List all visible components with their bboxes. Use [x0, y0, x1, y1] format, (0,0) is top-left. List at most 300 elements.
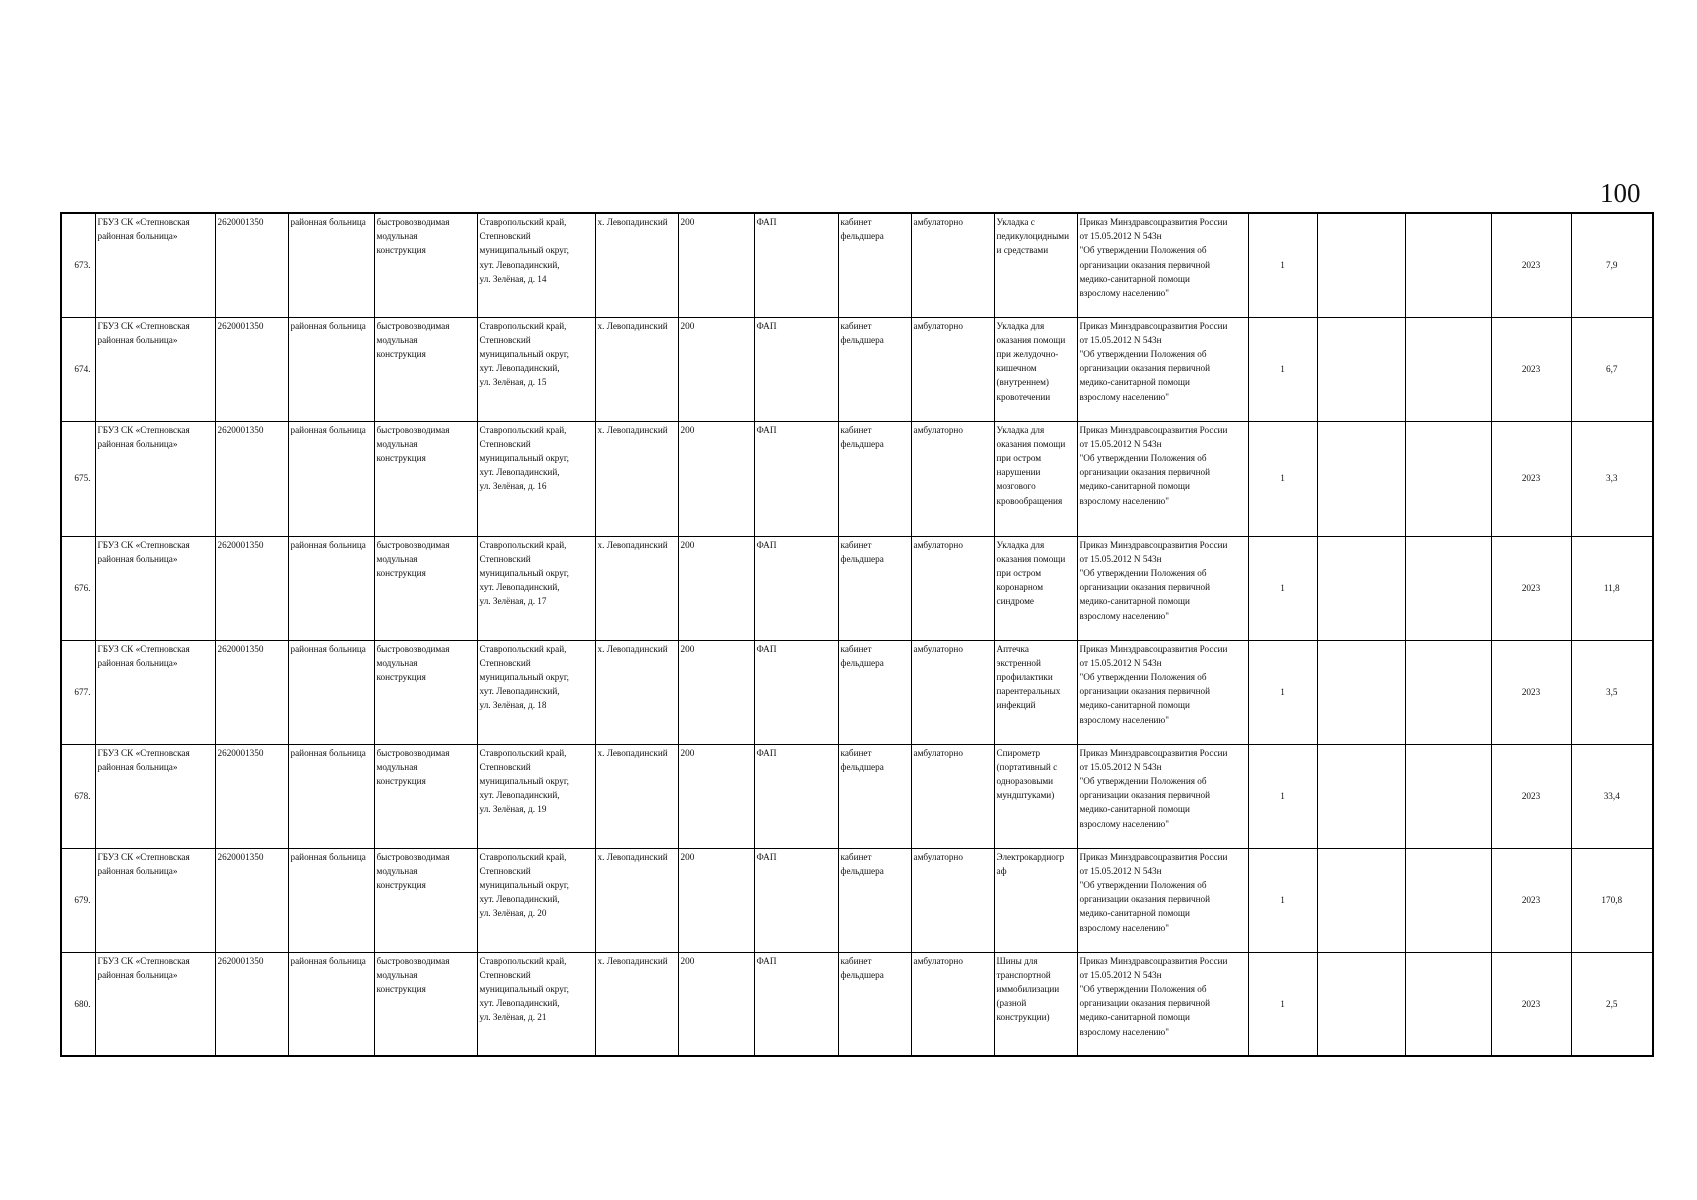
address-line: Степновский — [479, 761, 531, 772]
cost-cell — [1571, 213, 1653, 317]
cost-cell — [1571, 640, 1653, 744]
locality-cell — [595, 640, 678, 744]
quantity-cell — [1248, 536, 1317, 640]
empty-cell-cell — [1317, 536, 1405, 640]
address-line: ул. Зелёная, д. 19 — [479, 804, 547, 815]
equipment-name-line: одноразовыми — [996, 775, 1054, 786]
room-cell — [838, 640, 911, 744]
equipment-name-line: профилактики — [996, 671, 1053, 682]
room-line: фельдшера — [840, 969, 884, 980]
equipment-name-line: экстренной — [996, 657, 1041, 668]
year-cell — [1491, 536, 1571, 640]
equipment-name-line: Шины для — [996, 955, 1038, 966]
distance-cell — [678, 848, 754, 952]
empty-cell-cell — [1317, 848, 1405, 952]
regulatory-order-line: взрослому населению" — [1079, 495, 1170, 506]
regulatory-order-line: медико-санитарной помощи — [1079, 596, 1190, 607]
locality: х. Левопадинский — [597, 747, 668, 758]
organization-type-cell — [288, 213, 374, 317]
empty-cell-cell — [1317, 640, 1405, 744]
organization-code: 2620001350 — [217, 320, 264, 331]
address-line: ул. Зелёная, д. 16 — [479, 481, 547, 492]
address-line: ул. Зелёная, д. 14 — [479, 273, 547, 284]
organization-name-cell — [95, 421, 215, 536]
empty-cell-cell — [1405, 317, 1491, 421]
locality: х. Левопадинский — [597, 643, 668, 654]
care-mode-cell — [911, 640, 994, 744]
equipment-name-line: оказания помощи — [996, 334, 1066, 345]
organization-type-cell — [288, 536, 374, 640]
row-number: 675. — [74, 473, 91, 484]
year-cell — [1491, 744, 1571, 848]
organization-code: 2620001350 — [217, 217, 264, 227]
year: 2023 — [1521, 790, 1541, 801]
building-type-cell — [374, 317, 477, 421]
regulatory-order-line: медико-санитарной помощи — [1079, 273, 1190, 284]
address-line: Степновский — [479, 438, 531, 449]
regulatory-order-line: медико-санитарной помощи — [1079, 908, 1190, 919]
regulatory-order-line: от 15.05.2012 N 543н — [1079, 657, 1162, 668]
equipment-name-line: иммобилизации — [996, 983, 1060, 994]
building-type-line: быстровозводимая — [376, 955, 450, 966]
equipment-name-line: при остром — [996, 452, 1042, 463]
address-line: хут. Левопадинский, — [479, 467, 560, 478]
building-type-cell — [374, 421, 477, 536]
organization-type: районная больница — [290, 424, 366, 435]
building-type-cell — [374, 848, 477, 952]
care-mode: амбулаторно — [913, 539, 963, 550]
row-number-cell — [61, 848, 95, 952]
equipment-name-line: оказания помощи — [996, 553, 1066, 564]
empty-cell-cell — [1317, 421, 1405, 536]
care-mode-cell — [911, 744, 994, 848]
equipment-name-line: мозгового — [996, 481, 1036, 492]
building-type-line: модульная — [376, 865, 418, 876]
cost-cell — [1571, 744, 1653, 848]
unit-type: ФАП — [756, 955, 777, 966]
row-number-cell — [61, 536, 95, 640]
equipment-name-cell — [994, 848, 1077, 952]
row-number-cell — [61, 213, 95, 317]
building-type-line: быстровозводимая — [376, 217, 450, 227]
regulatory-order-cell — [1077, 640, 1248, 744]
building-type-line: конструкция — [376, 452, 426, 463]
unit-type: ФАП — [756, 217, 777, 227]
room-line: кабинет — [840, 217, 872, 227]
regulatory-order-cell — [1077, 421, 1248, 536]
address-cell — [477, 640, 595, 744]
equipment-name-line: кишечном — [996, 363, 1037, 374]
regulatory-order-line: взрослому населению" — [1079, 610, 1170, 621]
regulatory-order-line: от 15.05.2012 N 543н — [1079, 438, 1162, 449]
equipment-name-line: Укладка для — [996, 539, 1045, 550]
cost: 11,8 — [1603, 582, 1620, 593]
locality-cell — [595, 213, 678, 317]
room-line: кабинет — [840, 320, 872, 331]
equipment-name-line: Укладка для — [996, 424, 1045, 435]
cost: 3,3 — [1606, 473, 1618, 484]
organization-name-line: ГБУЗ СК «Степновская — [97, 955, 190, 966]
regulatory-order-line: Приказ Минздравсоцразвития России — [1079, 955, 1228, 966]
row-number-cell — [61, 317, 95, 421]
equipment-name-line: синдроме — [996, 596, 1034, 607]
address-line: Ставропольский край, — [479, 217, 567, 227]
organization-name-cell — [95, 317, 215, 421]
empty-cell-cell — [1405, 213, 1491, 317]
year: 2023 — [1521, 260, 1541, 271]
regulatory-order-line: организации оказания первичной — [1079, 790, 1211, 801]
building-type-line: модульная — [376, 231, 418, 242]
page-number: 100 — [1600, 178, 1641, 208]
regulatory-order-cell — [1077, 848, 1248, 952]
building-type-cell — [374, 213, 477, 317]
table-row — [61, 213, 1653, 317]
unit-type-cell — [754, 744, 838, 848]
table-row — [61, 952, 1653, 1056]
equipment-name-line: оказания помощи — [996, 438, 1066, 449]
year-cell — [1491, 848, 1571, 952]
quantity: 1 — [1280, 686, 1285, 697]
empty-cell-cell — [1405, 640, 1491, 744]
table-row — [61, 744, 1653, 848]
organization-code-cell — [215, 213, 288, 317]
year: 2023 — [1521, 894, 1541, 905]
distance-cell — [678, 317, 754, 421]
address-line: хут. Левопадинский, — [479, 582, 560, 593]
equipment-name-line: и средствами — [996, 245, 1049, 256]
equipment-name-cell — [994, 536, 1077, 640]
address-cell — [477, 536, 595, 640]
regulatory-order-line: "Об утверждении Положения об — [1079, 245, 1207, 256]
equipment-name-line: коронарном — [996, 582, 1044, 593]
room-line: кабинет — [840, 747, 872, 758]
regulatory-order-line: организации оказания первичной — [1079, 363, 1211, 374]
locality: х. Левопадинский — [597, 320, 668, 331]
room-line: фельдшера — [840, 231, 884, 242]
regulatory-order-line: "Об утверждении Положения об — [1079, 567, 1207, 578]
distance: 200 — [680, 955, 695, 966]
equipment-name-line: (портативный с — [996, 761, 1058, 772]
room-cell — [838, 536, 911, 640]
organization-name-line: районная больница» — [97, 657, 178, 668]
distance: 200 — [680, 747, 695, 758]
year: 2023 — [1521, 686, 1541, 697]
unit-type: ФАП — [756, 643, 777, 654]
equipment-name-line: Электрокардиогр — [996, 851, 1065, 862]
regulatory-order-line: организации оказания первичной — [1079, 259, 1211, 270]
building-type-line: конструкция — [376, 348, 426, 359]
address-line: Ставропольский край, — [479, 747, 567, 758]
row-number-cell — [61, 640, 95, 744]
address-line: Ставропольский край, — [479, 851, 567, 862]
equipment-name-line: инфекций — [996, 700, 1036, 711]
room-line: кабинет — [840, 539, 872, 550]
address-line: хут. Левопадинский, — [479, 686, 560, 697]
care-mode-cell — [911, 848, 994, 952]
organization-name-cell — [95, 640, 215, 744]
row-number: 679. — [74, 894, 91, 905]
regulatory-order-line: организации оказания первичной — [1079, 686, 1211, 697]
organization-code-cell — [215, 952, 288, 1056]
regulatory-order-line: от 15.05.2012 N 543н — [1079, 761, 1162, 772]
row-number-cell — [61, 952, 95, 1056]
unit-type: ФАП — [756, 424, 777, 435]
building-type-line: модульная — [376, 553, 418, 564]
equipment-name-line: Аптечка — [996, 643, 1029, 654]
address-line: муниципальный округ, — [479, 983, 569, 994]
unit-type-cell — [754, 536, 838, 640]
equipment-name-line: транспортной — [996, 969, 1051, 980]
care-mode: амбулаторно — [913, 747, 963, 758]
organization-name-line: ГБУЗ СК «Степновская — [97, 424, 190, 435]
quantity-cell — [1248, 317, 1317, 421]
equipment-name-cell — [994, 421, 1077, 536]
organization-name-line: районная больница» — [97, 553, 178, 564]
organization-name-line: ГБУЗ СК «Степновская — [97, 539, 190, 550]
building-type-line: конструкция — [376, 775, 426, 786]
distance-cell — [678, 744, 754, 848]
address-line: Степновский — [479, 657, 531, 668]
building-type-line: конструкция — [376, 879, 426, 890]
building-type-line: быстровозводимая — [376, 851, 450, 862]
empty-cell-cell — [1405, 952, 1491, 1056]
equipment-name-line: при остром — [996, 567, 1042, 578]
regulatory-order-line: "Об утверждении Положения об — [1079, 775, 1207, 786]
empty-cell-cell — [1405, 848, 1491, 952]
equipment-name-cell — [994, 640, 1077, 744]
distance-cell — [678, 952, 754, 1056]
equipment-name-cell — [994, 317, 1077, 421]
address-cell — [477, 952, 595, 1056]
organization-type: районная больница — [290, 747, 366, 758]
organization-code-cell — [215, 536, 288, 640]
year-cell — [1491, 317, 1571, 421]
empty-cell-cell — [1317, 952, 1405, 1056]
row-number-cell — [61, 421, 95, 536]
cost: 6,7 — [1606, 363, 1618, 374]
empty-cell-cell — [1405, 421, 1491, 536]
organization-type: районная больница — [290, 851, 366, 862]
address-line: ул. Зелёная, д. 21 — [479, 1012, 547, 1023]
organization-name-line: ГБУЗ СК «Степновская — [97, 851, 190, 862]
year: 2023 — [1521, 473, 1541, 484]
table-row — [61, 536, 1653, 640]
care-mode: амбулаторно — [913, 217, 963, 227]
year-cell — [1491, 640, 1571, 744]
cost: 2,5 — [1606, 998, 1618, 1009]
organization-code-cell — [215, 317, 288, 421]
cost-cell — [1571, 952, 1653, 1056]
room-line: кабинет — [840, 643, 872, 654]
equipment-name-line: мундштуками) — [996, 790, 1055, 801]
address-line: Ставропольский край, — [479, 424, 567, 435]
regulatory-order-line: медико-санитарной помощи — [1079, 481, 1190, 492]
room-cell — [838, 952, 911, 1056]
address-line: Степновский — [479, 231, 531, 242]
organization-type-cell — [288, 317, 374, 421]
address-line: Ставропольский край, — [479, 643, 567, 654]
room-line: кабинет — [840, 424, 872, 435]
regulatory-order-line: организации оказания первичной — [1079, 467, 1211, 478]
empty-cell-cell — [1317, 213, 1405, 317]
distance: 200 — [680, 424, 695, 435]
building-type-line: модульная — [376, 334, 418, 345]
distance: 200 — [680, 643, 695, 654]
building-type-line: конструкция — [376, 983, 426, 994]
year-cell — [1491, 213, 1571, 317]
locality-cell — [595, 317, 678, 421]
organization-type: районная больница — [290, 643, 366, 654]
year-cell — [1491, 952, 1571, 1056]
organization-name-cell — [95, 848, 215, 952]
address-line: муниципальный округ, — [479, 879, 569, 890]
building-type-line: быстровозводимая — [376, 643, 450, 654]
address-line: Ставропольский край, — [479, 320, 567, 331]
building-type-line: быстровозводимая — [376, 424, 450, 435]
regulatory-order-line: Приказ Минздравсоцразвития России — [1079, 643, 1228, 654]
organization-code-cell — [215, 744, 288, 848]
address-line: Степновский — [479, 334, 531, 345]
distance-cell — [678, 421, 754, 536]
regulatory-order-cell — [1077, 317, 1248, 421]
regulatory-order-line: Приказ Минздравсоцразвития России — [1079, 539, 1228, 550]
care-mode-cell — [911, 952, 994, 1056]
regulatory-order-line: Приказ Минздравсоцразвития России — [1079, 424, 1228, 435]
regulatory-order-line: взрослому населению" — [1079, 1026, 1170, 1037]
building-type-cell — [374, 952, 477, 1056]
address-line: ул. Зелёная, д. 18 — [479, 700, 547, 711]
organization-code-cell — [215, 421, 288, 536]
regulatory-order-line: от 15.05.2012 N 543н — [1079, 231, 1162, 242]
cost-cell — [1571, 848, 1653, 952]
organization-type-cell — [288, 744, 374, 848]
building-type-cell — [374, 536, 477, 640]
organization-code-cell — [215, 848, 288, 952]
distance: 200 — [680, 217, 695, 227]
equipment-name-line: Спирометр — [996, 747, 1041, 758]
year: 2023 — [1521, 998, 1541, 1009]
unit-type: ФАП — [756, 320, 777, 331]
address-line: Ставропольский край, — [479, 539, 567, 550]
room-line: кабинет — [840, 851, 872, 862]
distance: 200 — [680, 320, 695, 331]
organization-name-line: районная больница» — [97, 438, 178, 449]
address-line: ул. Зелёная, д. 17 — [479, 596, 547, 607]
unit-type: ФАП — [756, 851, 777, 862]
equipment-name-cell — [994, 952, 1077, 1056]
room-line: фельдшера — [840, 334, 884, 345]
row-number-cell — [61, 744, 95, 848]
room-cell — [838, 848, 911, 952]
address-line: муниципальный округ, — [479, 245, 569, 256]
address-line: муниципальный округ, — [479, 452, 569, 463]
regulatory-order-line: организации оказания первичной — [1079, 582, 1211, 593]
regulatory-order-line: Приказ Минздравсоцразвития России — [1079, 747, 1228, 758]
regulatory-order-line: медико-санитарной помощи — [1079, 377, 1190, 388]
equipment-name-line: кровообращения — [996, 495, 1063, 506]
organization-name-line: районная больница» — [97, 865, 178, 876]
regulatory-order-line: медико-санитарной помощи — [1079, 804, 1190, 815]
quantity: 1 — [1280, 260, 1285, 271]
quantity-cell — [1248, 848, 1317, 952]
unit-type-cell — [754, 848, 838, 952]
building-type-line: модульная — [376, 761, 418, 772]
locality-cell — [595, 952, 678, 1056]
room-line: фельдшера — [840, 657, 884, 668]
address-line: ул. Зелёная, д. 15 — [479, 377, 547, 388]
organization-code: 2620001350 — [217, 424, 264, 435]
organization-name-line: районная больница» — [97, 231, 178, 242]
care-mode: амбулаторно — [913, 643, 963, 654]
distance-cell — [678, 536, 754, 640]
organization-name-line: ГБУЗ СК «Степновская — [97, 747, 190, 758]
locality: х. Левопадинский — [597, 955, 668, 966]
equipment-name-cell — [994, 744, 1077, 848]
care-mode: амбулаторно — [913, 320, 963, 331]
regulatory-order-line: взрослому населению" — [1079, 818, 1170, 829]
organization-code: 2620001350 — [217, 643, 264, 654]
regulatory-order-line: "Об утверждении Положения об — [1079, 452, 1207, 463]
address-cell — [477, 744, 595, 848]
year-cell — [1491, 421, 1571, 536]
regulatory-order-line: взрослому населению" — [1079, 714, 1170, 725]
regulatory-order-line: "Об утверждении Положения об — [1079, 983, 1207, 994]
care-mode-cell — [911, 421, 994, 536]
regulatory-order-line: от 15.05.2012 N 543н — [1079, 334, 1162, 345]
row-number: 678. — [74, 790, 91, 801]
building-type-line: конструкция — [376, 567, 426, 578]
organization-type-cell — [288, 952, 374, 1056]
locality: х. Левопадинский — [597, 424, 668, 435]
locality-cell — [595, 421, 678, 536]
address-cell — [477, 317, 595, 421]
regulatory-order-cell — [1077, 952, 1248, 1056]
quantity: 1 — [1280, 790, 1285, 801]
organization-code: 2620001350 — [217, 955, 264, 966]
regulatory-order-line: "Об утверждении Положения об — [1079, 879, 1207, 890]
equipment-registry-table — [60, 212, 1654, 1057]
building-type-cell — [374, 744, 477, 848]
room-line: фельдшера — [840, 761, 884, 772]
care-mode: амбулаторно — [913, 955, 963, 966]
care-mode-cell — [911, 536, 994, 640]
organization-type-cell — [288, 848, 374, 952]
quantity-cell — [1248, 640, 1317, 744]
regulatory-order-line: от 15.05.2012 N 543н — [1079, 969, 1162, 980]
regulatory-order-line: Приказ Минздравсоцразвития России — [1079, 320, 1228, 331]
organization-type: районная больница — [290, 320, 366, 331]
regulatory-order-line: медико-санитарной помощи — [1079, 700, 1190, 711]
row-number: 677. — [74, 686, 91, 697]
care-mode-cell — [911, 213, 994, 317]
row-number: 676. — [74, 582, 91, 593]
quantity: 1 — [1280, 894, 1285, 905]
organization-name-line: районная больница» — [97, 761, 178, 772]
equipment-name-line: педикулоцидными — [996, 231, 1069, 242]
address-cell — [477, 848, 595, 952]
organization-code: 2620001350 — [217, 747, 264, 758]
year: 2023 — [1521, 582, 1541, 593]
address-line: хут. Левопадинский, — [479, 363, 560, 374]
regulatory-order-line: организации оказания первичной — [1079, 998, 1211, 1009]
regulatory-order-line: взрослому населению" — [1079, 922, 1170, 933]
locality-cell — [595, 848, 678, 952]
organization-name-line: районная больница» — [97, 969, 178, 980]
organization-name-cell — [95, 952, 215, 1056]
regulatory-order-line: от 15.05.2012 N 543н — [1079, 553, 1162, 564]
room-line: фельдшера — [840, 553, 884, 564]
equipment-name-line: (внутреннем) — [996, 377, 1049, 388]
